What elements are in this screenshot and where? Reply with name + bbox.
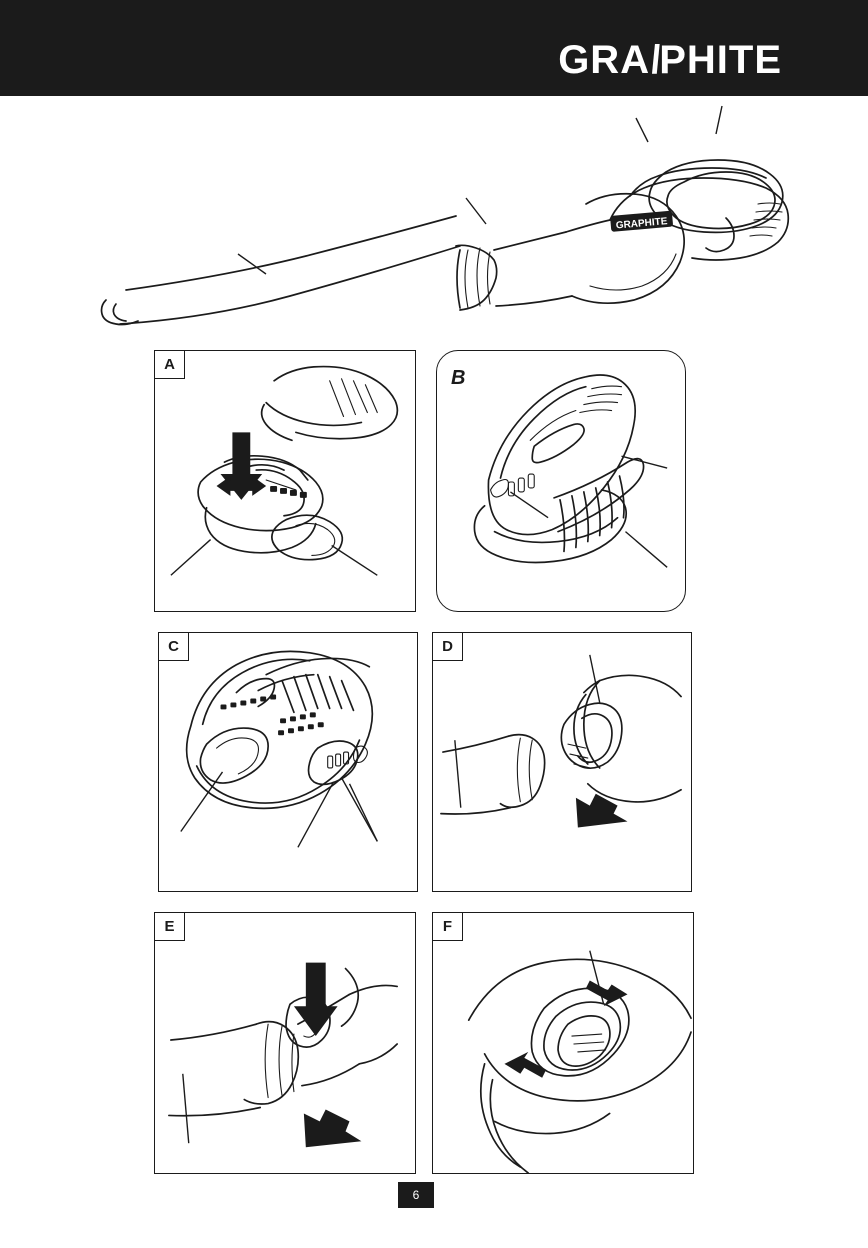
battery-vents — [580, 386, 622, 412]
figure-d-tag: D — [433, 633, 463, 661]
figure-a-art — [155, 351, 415, 611]
attach-arrow — [576, 794, 628, 828]
page-number: 6 — [412, 1188, 420, 1202]
product-logo-text: GRAPHITE — [615, 216, 668, 232]
figure-e-art — [155, 913, 415, 1173]
indicator-bars — [328, 752, 349, 768]
figure-b-tag: B — [451, 363, 485, 393]
brand-name-slash: \ — [643, 38, 666, 82]
figure-c-tag: C — [159, 633, 189, 661]
figure-a-tag: A — [155, 351, 185, 379]
hero-illustration — [70, 100, 790, 350]
brand-name-part2: PHITE — [659, 38, 782, 82]
figure-b — [436, 350, 686, 612]
figure-d-art — [433, 633, 691, 891]
figure-f-tag: F — [433, 913, 463, 941]
figure-b-art — [437, 351, 685, 611]
figure-f-art — [433, 913, 693, 1173]
figure-c — [158, 632, 418, 892]
remove-arrow — [304, 1109, 362, 1147]
figure-d — [432, 632, 692, 892]
battery-top-fins — [282, 675, 353, 713]
press-arrow-down — [294, 963, 338, 1036]
brand-logo — [558, 40, 782, 80]
slider-grooves — [572, 1034, 606, 1052]
figure-a — [154, 350, 416, 612]
figure-e-tag: E — [155, 913, 185, 941]
figure-c-art — [159, 633, 417, 891]
figure-e — [154, 912, 416, 1174]
figure-f — [432, 912, 694, 1174]
brand-name-part1: GRA — [558, 38, 651, 82]
